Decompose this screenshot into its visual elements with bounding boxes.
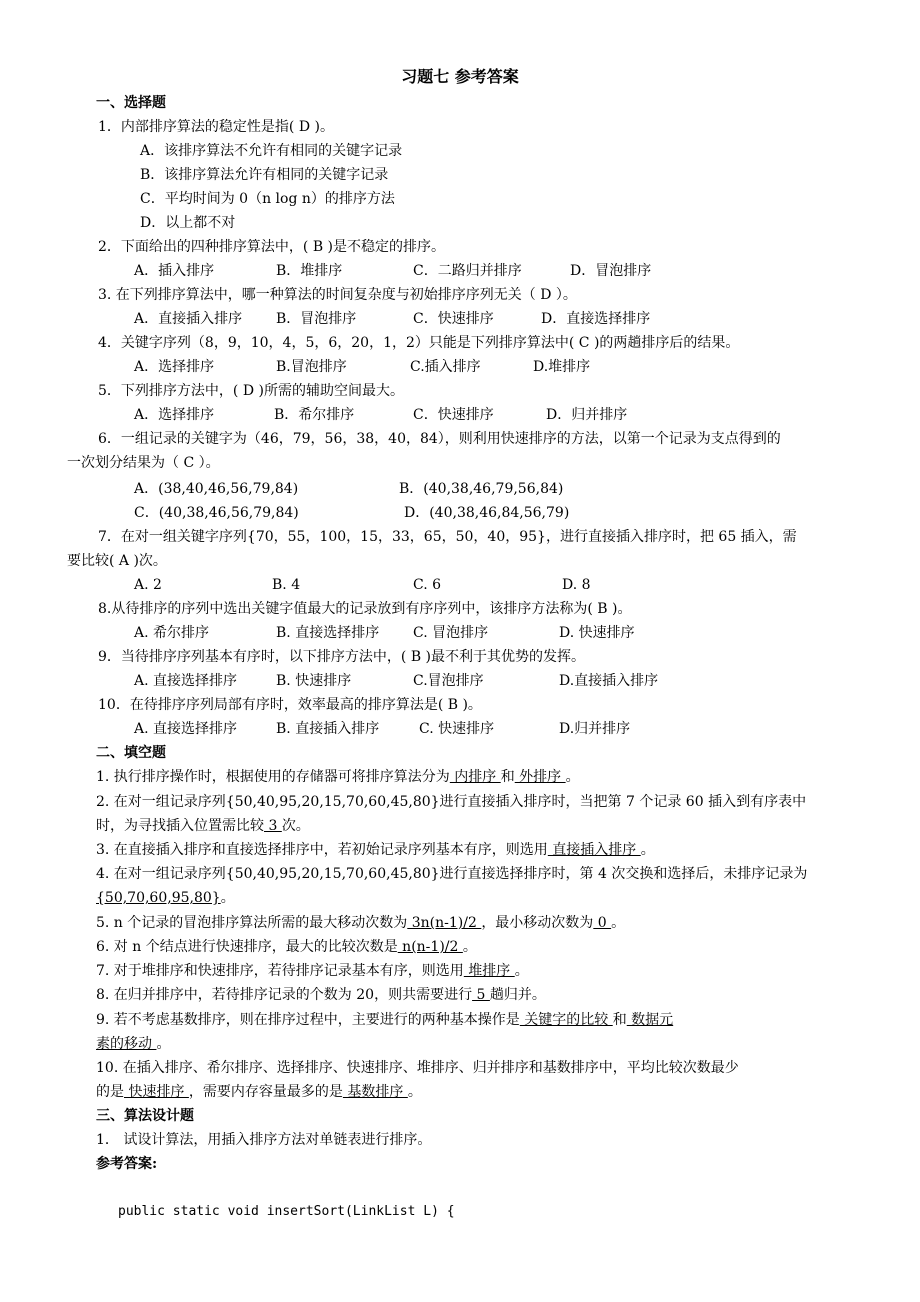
option-text: D．归并排序 <box>546 407 628 423</box>
option-text: B．冒泡排序 <box>276 311 357 327</box>
section-heading-algorithm: 三、算法设计题 <box>96 1108 194 1124</box>
fill-text: 次。 <box>281 818 310 834</box>
question-text: 10．在待排序序列局部有序时，效率最高的排序算法是( B )。 <box>98 697 482 713</box>
question-text: 一次划分结果为（ C ）。 <box>67 455 220 471</box>
fill-text: 和 <box>500 769 515 785</box>
option-text: D.归并排序 <box>559 721 631 737</box>
option-text: B．堆排序 <box>276 263 343 279</box>
question-text: 1．内部排序算法的稳定性是指( D )。 <box>98 119 334 135</box>
option-text: C. 快速排序 <box>419 721 495 737</box>
question-text: 6．一组记录的关键字为（46，79，56，38，40，84），则利用快速排序的方法，以第一个记录为支点得到的 <box>98 431 781 447</box>
fill-answer: 外排序 <box>514 769 566 785</box>
question-text: 3. 在下列排序算法中，哪一种算法的时间复杂度与初始排序序列无关（ D ）。 <box>98 287 577 303</box>
option-text: D. 快速排序 <box>559 625 635 641</box>
fill-question <box>96 1034 170 1054</box>
fill-text: 的是 <box>96 1084 124 1100</box>
question-text: 要比较( A )次。 <box>67 553 167 569</box>
fill-text: 8. 在归并排序中，若待排序记录的个数为 20，则共需要进行 <box>96 987 473 1003</box>
option-text: B．希尔排序 <box>274 407 355 423</box>
fill-answer: 直接插入排序 <box>547 842 641 858</box>
option-text: B. 4 <box>272 577 301 593</box>
fill-text: ，需要内存容量最多的是 <box>188 1084 343 1100</box>
fill-answer: {50,70,60,95,80} <box>96 890 221 906</box>
fill-text: 。 <box>611 915 626 931</box>
fill-text: 时，为寻找插入位置需比较 <box>96 818 264 834</box>
option-text: D．(40,38,46,84,56,79) <box>404 505 570 521</box>
option-text: C.插入排序 <box>410 359 481 375</box>
fill-text: 9. 若不考虑基数排序，则在排序过程中，主要进行的两种基本操作是 <box>96 1012 520 1028</box>
answer-label: 参考答案: <box>96 1156 158 1172</box>
fill-question <box>96 767 580 787</box>
code-line: public static void insertSort(LinkList L) { <box>118 1204 455 1219</box>
fill-question <box>96 913 625 933</box>
option-text: D.堆排序 <box>533 359 591 375</box>
fill-answer: n(n-1)/2 <box>397 939 463 955</box>
option-text: A. 直接选择排序 <box>134 673 238 689</box>
question-text: 4．关键字序列（8，9，10，4，5，6，20，1，2）只能是下列排序算法中( C )的两趟排序后的结果。 <box>98 335 740 351</box>
option-text: B. 直接选择排序 <box>276 625 380 641</box>
page-title: 习题七 参考答案 <box>401 67 519 86</box>
fill-answer: 内排序 <box>449 769 501 785</box>
option-text: C.冒泡排序 <box>413 673 484 689</box>
fill-answer: 3 <box>264 818 282 834</box>
fill-text: 4. 在对一组记录序列{50,40,95,20,15,70,60,45,80}进行直接选择排序时，第 4 次交换和选择后，未排序记录为 <box>96 866 808 882</box>
fill-question <box>96 985 546 1005</box>
option-text: A．(38,40,46,56,79,84) <box>134 481 299 497</box>
option-text: C．(40,38,46,56,79,84) <box>134 505 299 521</box>
fill-answer: 基数排序 <box>342 1084 408 1100</box>
fill-text: 。 <box>565 769 580 785</box>
question-text: 9．当待排序序列基本有序时，以下排序方法中，( B )最不利于其优势的发挥。 <box>98 649 586 665</box>
fill-text: 。 <box>640 842 655 858</box>
fill-text: 。 <box>156 1036 171 1052</box>
fill-answer: 数据元 <box>626 1012 674 1028</box>
fill-text: 。 <box>407 1084 422 1100</box>
question-text: 1． 试设计算法，用插入排序方法对单链表进行排序。 <box>96 1132 432 1148</box>
fill-answer: 堆排序 <box>463 963 515 979</box>
fill-answer: 0 <box>593 915 612 931</box>
fill-answer: 快速排序 <box>124 1084 189 1100</box>
option-text: A．直接插入排序 <box>134 311 243 327</box>
fill-question <box>96 1082 422 1102</box>
option-text: C．二路归并排序 <box>413 263 522 279</box>
option-text: A. 希尔排序 <box>134 625 210 641</box>
section-heading-choice: 一、选择题 <box>96 95 166 111</box>
question-text: 7．在对一组关键字序列{70，55，100，15，33，65，50，40，95}，进行直接插入排序时，把 65 插入，需 <box>98 529 797 545</box>
option-text: A. 直接选择排序 <box>134 721 238 737</box>
option-text: B．该排序算法允许有相同的关键字记录 <box>140 167 389 183</box>
option-text: A．选择排序 <box>134 359 215 375</box>
option-text: B. 直接插入排序 <box>276 721 380 737</box>
option-text: D．冒泡排序 <box>570 263 652 279</box>
fill-text: 。 <box>462 939 477 955</box>
option-text: A．该排序算法不允许有相同的关键字记录 <box>140 143 403 159</box>
option-text: B．(40,38,46,79,56,84) <box>399 481 564 497</box>
fill-text: 5. n 个记录的冒泡排序算法所需的最大移动次数为 <box>96 915 408 931</box>
fill-text: 6. 对 n 个结点进行快速排序，最大的比较次数是 <box>96 939 398 955</box>
option-text: D.直接插入排序 <box>559 673 659 689</box>
fill-question <box>96 961 529 981</box>
fill-answer: 5 <box>472 987 490 1003</box>
fill-text: 趟归并。 <box>489 987 546 1003</box>
option-text: A．选择排序 <box>134 407 215 423</box>
fill-question <box>96 937 477 957</box>
option-text: C. 6 <box>413 577 442 593</box>
option-text: B. 快速排序 <box>276 673 352 689</box>
fill-text: 1. 执行排序操作时，根据使用的存储器可将排序算法分为 <box>96 769 450 785</box>
fill-question <box>96 840 655 860</box>
fill-answer: 素的移动 <box>96 1036 157 1052</box>
question-text: 5．下列排序方法中，( D )所需的辅助空间最大。 <box>98 383 404 399</box>
fill-text: ，最小移动次数为 <box>481 915 594 931</box>
fill-text: 3. 在直接插入排序和直接选择排序中，若初始记录序列基本有序，则选用 <box>96 842 548 858</box>
option-text: A．插入排序 <box>134 263 215 279</box>
option-text: D．直接选择排序 <box>541 311 651 327</box>
fill-text: 10. 在插入排序、希尔排序、选择排序、快速排序、堆排序、归并排序和基数排序中，平均比较次数最少 <box>96 1060 739 1076</box>
option-text: B.冒泡排序 <box>276 359 347 375</box>
fill-answer: 3n(n-1)/2 <box>407 915 482 931</box>
option-text: C．平均时间为 0（n log n）的排序方法 <box>140 191 395 207</box>
option-text: C．快速排序 <box>413 407 494 423</box>
fill-answer: 关键字的比较 <box>519 1012 613 1028</box>
section-heading-fill: 二、填空题 <box>96 745 166 761</box>
fill-text: 。 <box>220 890 235 906</box>
question-text: 8.从待排序的序列中选出关键字值最大的记录放到有序序列中，该排序方法称为( B )。 <box>98 601 632 617</box>
option-text: D．以上都不对 <box>140 215 236 231</box>
question-text: 2．下面给出的四种排序算法中，( B )是不稳定的排序。 <box>98 239 446 255</box>
fill-question <box>96 1010 673 1030</box>
option-text: D. 8 <box>562 577 591 593</box>
fill-question <box>96 816 310 836</box>
fill-text: 。 <box>514 963 529 979</box>
fill-text: 和 <box>612 1012 627 1028</box>
option-text: A. 2 <box>134 577 162 593</box>
option-text: C. 冒泡排序 <box>413 625 489 641</box>
fill-question <box>96 888 235 908</box>
fill-text: 7. 对于堆排序和快速排序，若待排序记录基本有序，则选用 <box>96 963 464 979</box>
option-text: C．快速排序 <box>413 311 494 327</box>
fill-text: 2. 在对一组记录序列{50,40,95,20,15,70,60,45,80}进行直接插入排序时，当把第 7 个记录 60 插入到有序表中 <box>96 794 807 810</box>
